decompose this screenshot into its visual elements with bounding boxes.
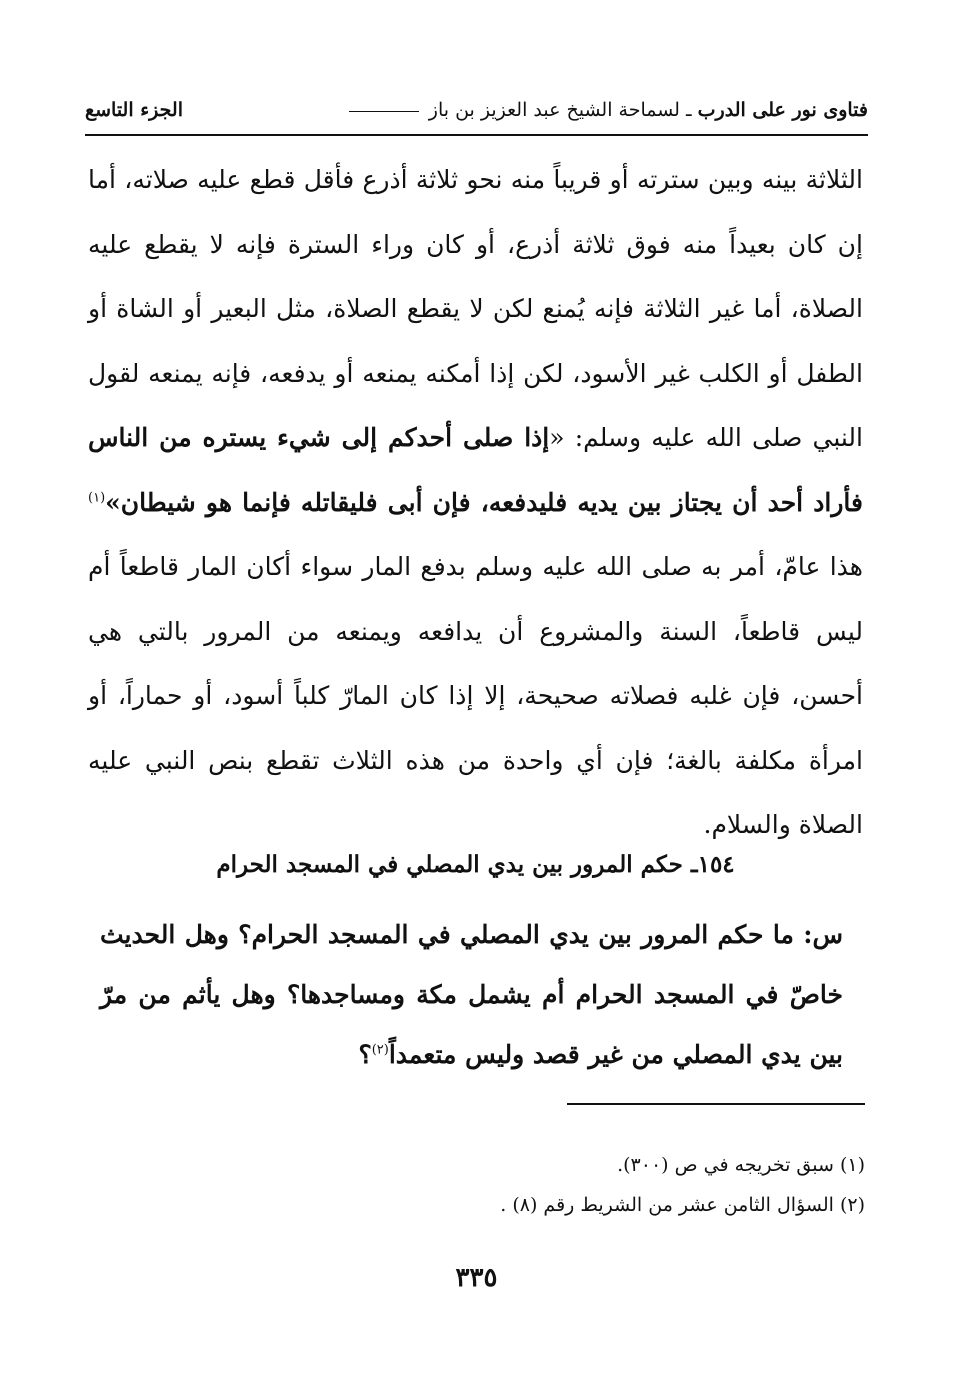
- book-title: فتاوى نور على الدرب: [697, 99, 868, 121]
- body-paragraph: [88, 148, 863, 858]
- header-dash: ـ: [686, 99, 692, 121]
- question-text: س: ما حكم المرور بين يدي المصلي في المسجد الحرام؟ وهل الحديث خاصّ في المسجد الحرام أم يشمل مكة ومساجدها؟ وهل يأثم من مرّ بين يدي المصلي من غير قصد وليس متعمداً: [100, 920, 843, 1069]
- section-heading: ١٥٤ـ حكم المرور بين يدي المصلي في المسجد الحرام: [216, 851, 735, 878]
- body-text-part2: هذا عامّ، أمر به صلى الله عليه وسلم بدفع المار سواء أكان المار قاطعاً أم ليس قاطعاً، السنة والمشروع أن يدافعه ويمنعه من المرور بالتي هي أحسن، فإن غلبه فصلاته صحيحة، إلا إذا كان المارّ كلباً أسود، أو حماراً، أو امرأة مكلفة بالغة؛ فإن أي واحدة من هذه الثلاث تقطع بنص النبي عليه الصلاة والسلام.: [88, 552, 863, 839]
- question-paragraph: [100, 905, 843, 1085]
- body-text-part1: الثلاثة بينه وبين سترته أو قريباً منه نحو ثلاثة أذرع فأقل قطع عليه صلاته، أما إن كان بعيداً منه فوق ثلاثة أذرع، أو كان وراء السترة فإنه لا يقطع عليه الصلاة، أما غير الثلاثة فإنه يُمنع لكن لا يقطع الصلاة، مثل البعير أو الشاة أو الطفل أو الكلب غير الأسود، لكن إذا أمكنه يمنعه أو يدفعه، فإنه يمنعه لقول النبي صلى الله عليه وسلم: «: [88, 165, 863, 452]
- volume-label: الجزء التاسع: [85, 99, 183, 121]
- header-rule: [85, 134, 868, 136]
- footnote-1: (١) سبق تخريجه في ص (٣٠٠).: [617, 1154, 865, 1176]
- footnote-reference-2[interactable]: (٢): [371, 1042, 389, 1058]
- running-header: [85, 96, 868, 132]
- footnote-2: (٢) السؤال الثامن عشر من الشريط رقم (٨) .: [500, 1194, 865, 1216]
- hadith-quote: إذا صلى أحدكم إلى شيء يستره من الناس فأراد أحد أن يجتاز بين يديه فليدفعه، فإن أبى فليقاتله فإنما هو شيطان: [88, 423, 863, 517]
- question-end-mark: ؟: [358, 1040, 372, 1069]
- footnote-reference-1[interactable]: (١): [88, 490, 106, 506]
- footnotes-section: [300, 1145, 865, 1225]
- author-line: لسماحة الشيخ عبد العزيز بن باز: [428, 99, 680, 121]
- footnote-divider: [567, 1103, 865, 1105]
- header-separator: [349, 111, 419, 112]
- hadith-close-mark: »: [105, 487, 121, 517]
- page-number: ٣٣٥: [455, 1263, 498, 1293]
